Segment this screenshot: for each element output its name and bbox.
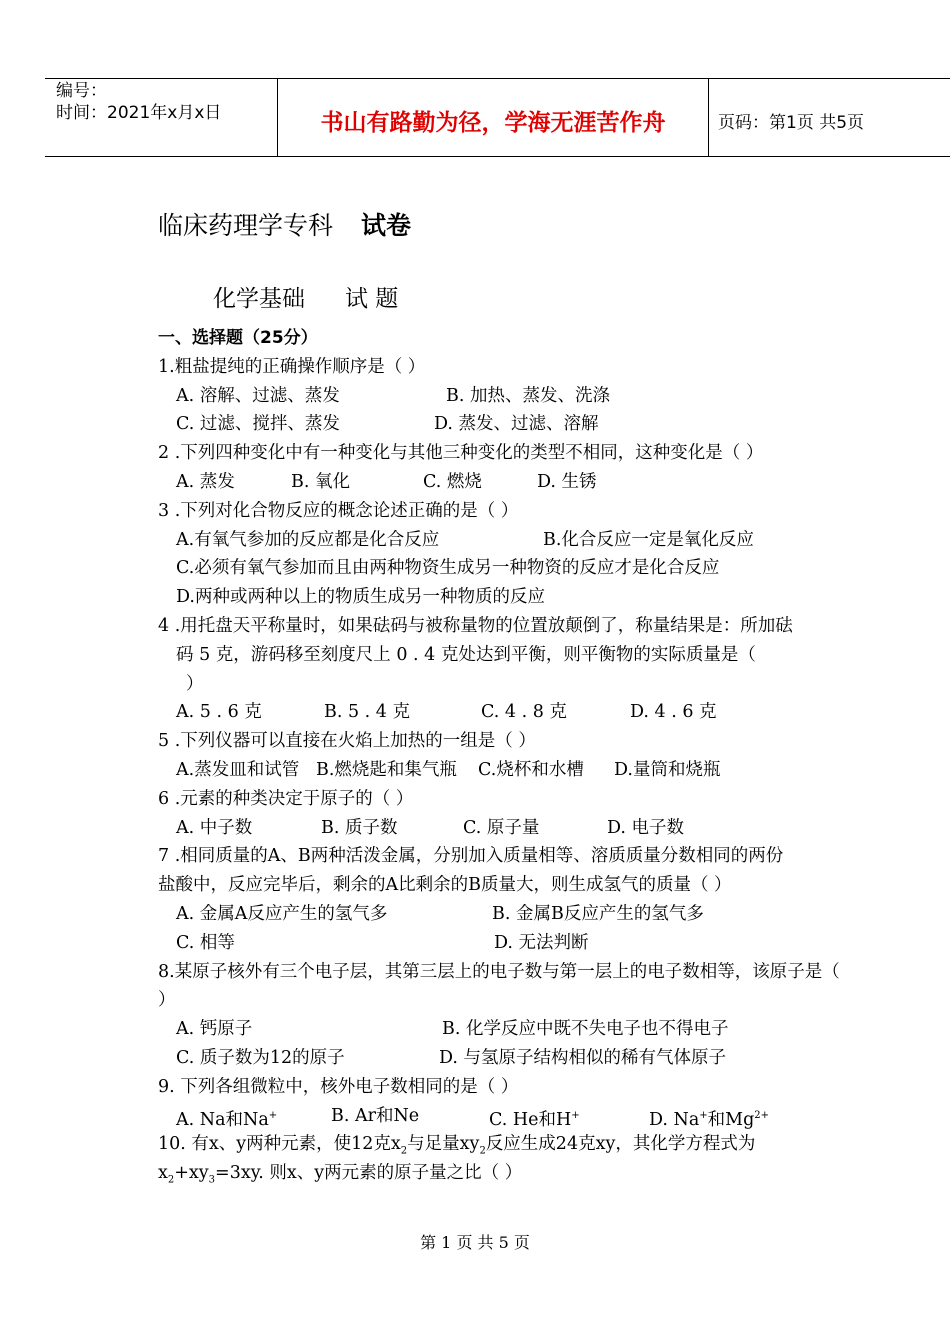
header-bottom-rule bbox=[45, 156, 950, 157]
question-stem: 2 .下列四种变化中有一种变化与其他三种变化的类型不相同，这种变化是（ ） bbox=[158, 443, 764, 464]
option: D.两种或两种以上的物质生成另一种物质的反应 bbox=[176, 587, 545, 608]
option: C. 原子量 bbox=[463, 817, 540, 838]
option: A.有氧气参加的反应都是化合反应 bbox=[176, 529, 440, 550]
option: D. 生锈 bbox=[537, 471, 597, 492]
option-text: A. Na和Na bbox=[176, 1109, 269, 1130]
question-stem: 6 .元素的种类决定于原子的（ ） bbox=[158, 788, 414, 809]
option: B. Ar和Ne bbox=[331, 1105, 420, 1126]
exam-title bbox=[158, 206, 411, 242]
subtitle-right: 试 题 bbox=[345, 286, 399, 312]
question-stem: 8.某原子核外有三个电子层，其第三层上的电子数与第一层上的电子数相等，该原子是（ bbox=[158, 961, 840, 982]
option-row bbox=[158, 468, 848, 497]
option-text: 和Mg bbox=[707, 1109, 755, 1130]
option: A. 5 . 6 克 bbox=[176, 702, 262, 723]
question-stem bbox=[158, 1159, 848, 1188]
option: C. 质子数为12的原子 bbox=[176, 1047, 345, 1068]
option-row bbox=[158, 1015, 848, 1044]
option: A. 金属A反应产生的氢气多 bbox=[176, 903, 388, 924]
option: B.燃烧匙和集气瓶 bbox=[316, 759, 457, 780]
option: A. 溶解、过滤、蒸发 bbox=[176, 385, 340, 406]
option: D. 电子数 bbox=[607, 817, 685, 838]
subscript: 2 bbox=[479, 1145, 486, 1157]
superscript: + bbox=[571, 1109, 580, 1121]
subscript: 3 bbox=[208, 1174, 216, 1186]
stem-text: +xy bbox=[174, 1163, 209, 1184]
superscript: + bbox=[268, 1109, 278, 1121]
option: C.烧杯和水槽 bbox=[478, 759, 584, 780]
question-stem: ） bbox=[186, 673, 204, 694]
stem-text: 与足量xy bbox=[407, 1134, 480, 1155]
option: C. 过滤、搅拌、蒸发 bbox=[176, 414, 340, 435]
question-stem: ） bbox=[158, 990, 176, 1011]
question-stem: 4 .用托盘天平称量时，如果砝码与被称量物的位置放颠倒了，称量结果是：所加砝 bbox=[158, 615, 793, 636]
option-row bbox=[158, 929, 848, 958]
header-motto: 书山有路勤为径，学海无涯苦作舟 bbox=[320, 110, 666, 136]
option: D. 4 . 6 克 bbox=[630, 702, 717, 723]
option-row bbox=[158, 1102, 848, 1131]
section-heading: 一、选择题（25分） bbox=[158, 328, 318, 348]
question-stem: 9. 下列各组微粒中，核外电子数相同的是（ ） bbox=[158, 1076, 519, 1097]
stem-text: x bbox=[158, 1163, 168, 1184]
option-text: C. He和H bbox=[489, 1109, 572, 1130]
option-row bbox=[158, 900, 848, 929]
option: B. 化学反应中既不失电子也不得电子 bbox=[442, 1019, 729, 1040]
option-row bbox=[158, 410, 848, 439]
header-page-label: 页码：第1页 共5页 bbox=[718, 113, 865, 133]
option bbox=[649, 1102, 769, 1131]
superscript: 2+ bbox=[754, 1109, 770, 1121]
option: D. 无法判断 bbox=[494, 932, 589, 953]
option-row bbox=[158, 1044, 848, 1073]
subscript: 2 bbox=[167, 1174, 175, 1186]
option: B. 质子数 bbox=[321, 817, 398, 838]
option: B. 加热、蒸发、洗涤 bbox=[446, 385, 610, 406]
option: C. 4 . 8 克 bbox=[481, 702, 567, 723]
stem-text: =3xy. 则x、y两元素的原子量之比（ ） bbox=[215, 1163, 523, 1184]
option bbox=[489, 1102, 649, 1131]
header-meta bbox=[56, 80, 221, 124]
subscript: 2 bbox=[400, 1145, 408, 1157]
question-stem: 7 .相同质量的A、B两种活泼金属，分别加入质量相等、溶质质量分数相同的两份 bbox=[158, 846, 784, 867]
option-text: D. Na bbox=[649, 1109, 700, 1130]
subtitle-left: 化学基础 bbox=[213, 286, 305, 312]
option: A. 蒸发 bbox=[176, 471, 235, 492]
option: A. 钙原子 bbox=[176, 1019, 253, 1040]
question-stem: 码 5 克，游码移至刻度尺上 0 . 4 克处达到平衡，则平衡物的实际质量是（ bbox=[176, 644, 756, 665]
exam-subtitle bbox=[213, 280, 398, 313]
question-stem: 盐酸中，反应完毕后，剩余的A比剩余的B质量大，则生成氢气的质量（ ） bbox=[158, 875, 732, 896]
option: B. 氧化 bbox=[291, 471, 350, 492]
option: C.必须有氧气参加而且由两种物资生成另一种物资的反应才是化合反应 bbox=[176, 558, 720, 579]
option-row bbox=[158, 526, 848, 555]
question-stem bbox=[158, 1130, 848, 1159]
option-row bbox=[158, 756, 848, 785]
option-row bbox=[158, 382, 848, 411]
stem-text: 反应生成24克xy，其化学方程式为 bbox=[485, 1134, 756, 1155]
option: C. 相等 bbox=[176, 932, 235, 953]
stem-text: 10. 有x、y两种元素，使12克x bbox=[158, 1134, 401, 1155]
exam-title-bold: 试卷 bbox=[361, 211, 412, 240]
time-label: 时间：2021年x月x日 bbox=[56, 103, 222, 123]
page-footer: 第 1 页 共 5 页 bbox=[420, 1233, 530, 1252]
number-label: 编号： bbox=[56, 81, 107, 101]
option: B.化合反应一定是氧化反应 bbox=[543, 529, 754, 550]
option: B. 5 . 4 克 bbox=[324, 702, 411, 723]
exam-title-main: 临床药理学专科 bbox=[158, 211, 334, 240]
question-stem: 5 .下列仪器可以直接在火焰上加热的一组是（ ） bbox=[158, 731, 536, 752]
header-divider bbox=[708, 78, 709, 156]
question-stem: 3 .下列对化合物反应的概念论述正确的是（ ） bbox=[158, 500, 519, 521]
option: C. 燃烧 bbox=[423, 471, 482, 492]
option: D. 蒸发、过滤、溶解 bbox=[434, 414, 599, 435]
question-stem: 1.粗盐提纯的正确操作顺序是（ ） bbox=[158, 356, 426, 377]
header-top-rule bbox=[45, 78, 950, 79]
question-list bbox=[158, 324, 848, 1188]
option: B. 金属B反应产生的氢气多 bbox=[492, 903, 704, 924]
option: A. 中子数 bbox=[176, 817, 253, 838]
superscript: + bbox=[699, 1109, 708, 1121]
option: D.量筒和烧瓶 bbox=[614, 759, 721, 780]
option: A.蒸发皿和试管 bbox=[176, 759, 300, 780]
option bbox=[176, 1102, 331, 1131]
option-row bbox=[158, 698, 848, 727]
option-row bbox=[158, 814, 848, 843]
option: D. 与氢原子结构相似的稀有气体原子 bbox=[439, 1047, 727, 1068]
